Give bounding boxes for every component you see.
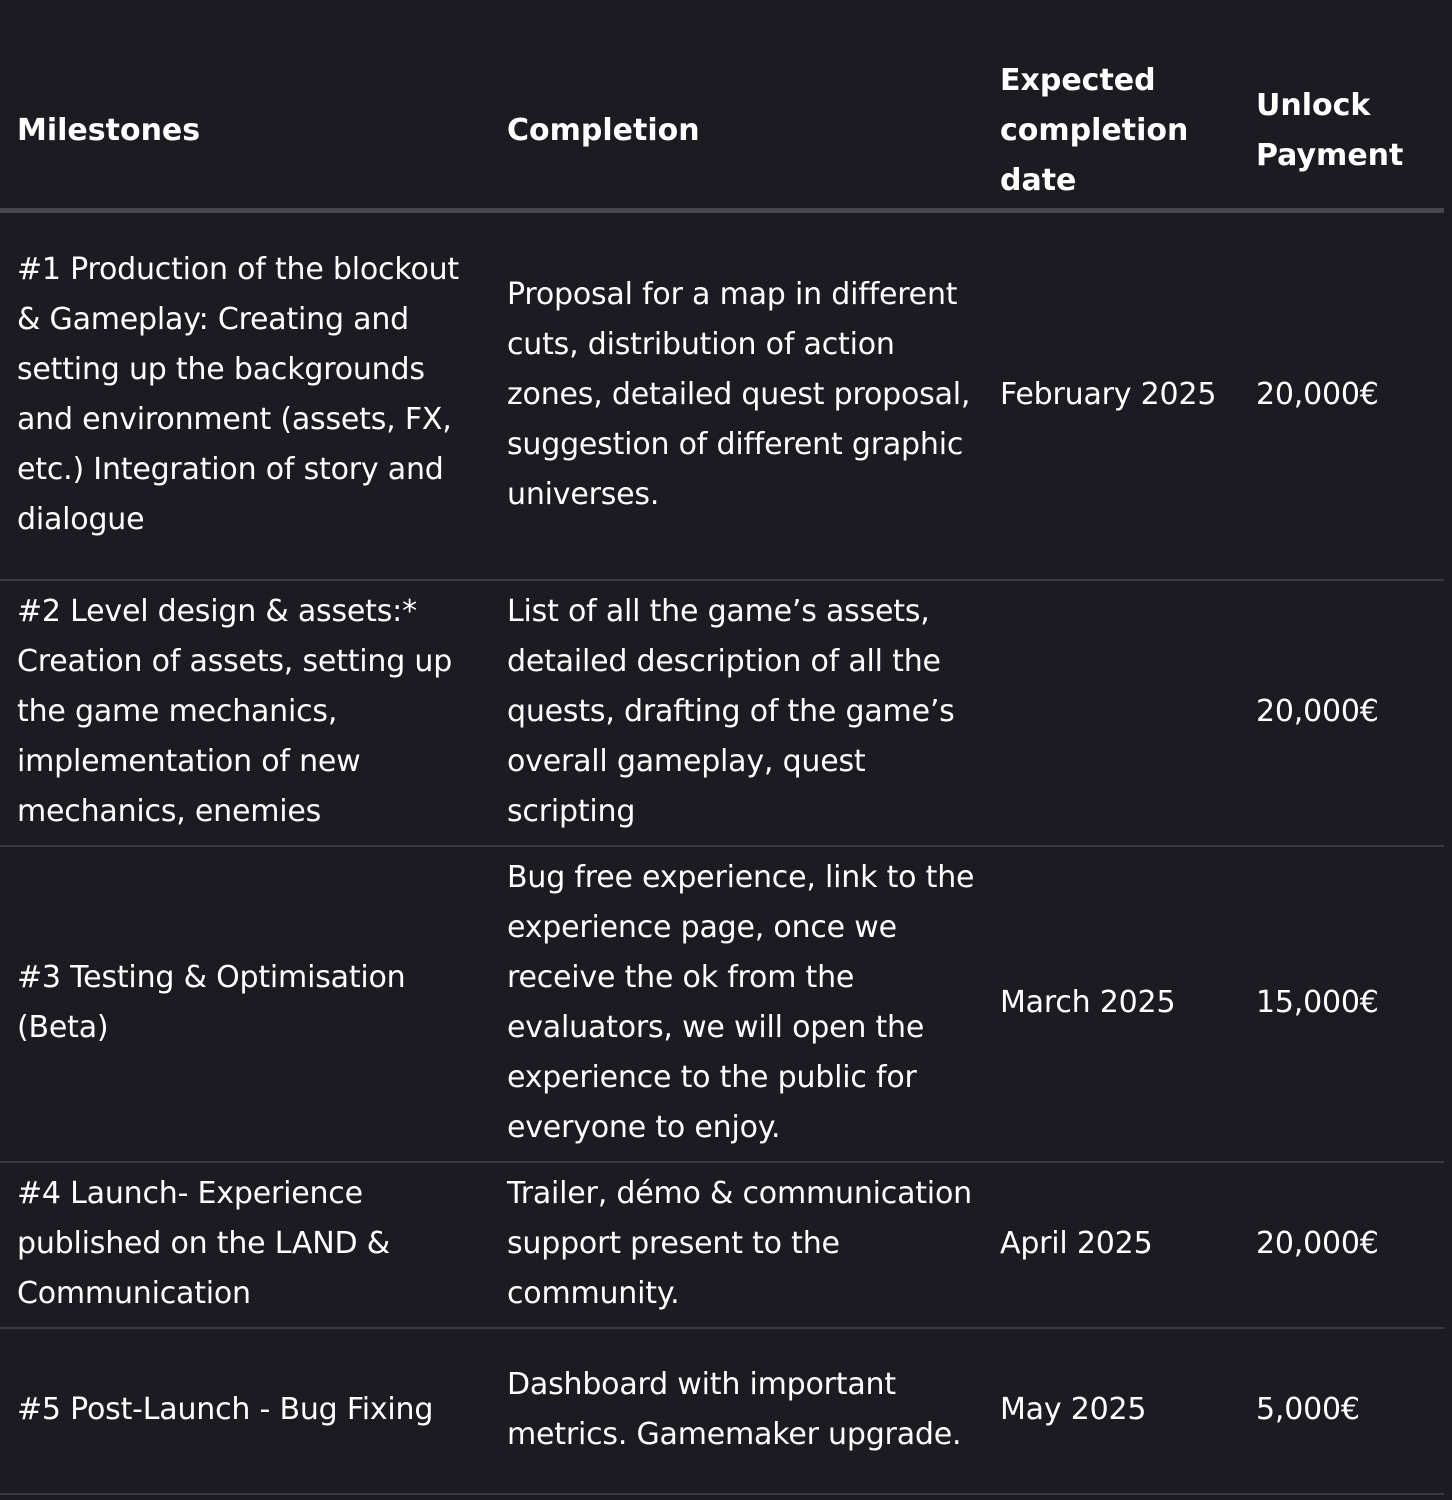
completion-cell: Bug free experience, link to the experience page, once we receive the ok from the evaluators, we will open the experience to the public for everyone to enjoy. bbox=[490, 846, 983, 1162]
milestone-cell: #2 Level design & assets:* Creation of assets, setting up the game mechanics, implementation of new mechanics, enemies bbox=[0, 580, 490, 846]
date-cell bbox=[983, 580, 1239, 846]
date-cell: April 2025 bbox=[983, 1162, 1239, 1328]
milestone-cell: #4 Launch- Experience published on the LAND & Communication bbox=[0, 1162, 490, 1328]
table-row bbox=[0, 210, 1444, 580]
payment-cell: 20,000€ bbox=[1239, 1162, 1444, 1328]
milestone-cell: #1 Production of the blockout & Gameplay: Creating and setting up the backgrounds and environment (assets, FX, etc.) Integration of story and dialogue bbox=[0, 210, 490, 580]
milestones-table bbox=[0, 55, 1444, 1495]
header-milestones: Milestones bbox=[0, 55, 490, 210]
milestone-cell: #3 Testing & Optimisation (Beta) bbox=[0, 846, 490, 1162]
completion-cell: Dashboard with important metrics. Gamemaker upgrade. bbox=[490, 1328, 983, 1494]
table-header bbox=[0, 55, 1444, 210]
date-cell: May 2025 bbox=[983, 1328, 1239, 1494]
completion-cell: List of all the game’s assets, detailed description of all the quests, drafting of the game’s overall gameplay, quest scripting bbox=[490, 580, 983, 846]
payment-cell: 20,000€ bbox=[1239, 210, 1444, 580]
payment-cell: 15,000€ bbox=[1239, 846, 1444, 1162]
payment-cell: 5,000€ bbox=[1239, 1328, 1444, 1494]
completion-cell: Proposal for a map in different cuts, distribution of action zones, detailed quest proposal, suggestion of different graphic universes. bbox=[490, 210, 983, 580]
completion-cell: Trailer, démo & communication support present to the community. bbox=[490, 1162, 983, 1328]
payment-cell: 20,000€ bbox=[1239, 580, 1444, 846]
table-body bbox=[0, 210, 1444, 1494]
milestone-cell: #5 Post-Launch - Bug Fixing bbox=[0, 1328, 490, 1494]
date-cell: February 2025 bbox=[983, 210, 1239, 580]
table-row bbox=[0, 580, 1444, 846]
header-completion: Completion bbox=[490, 55, 983, 210]
header-expected-date: Expected completion date bbox=[983, 55, 1239, 210]
header-unlock-payment: Unlock Payment bbox=[1239, 55, 1444, 210]
date-cell: March 2025 bbox=[983, 846, 1239, 1162]
table-row bbox=[0, 846, 1444, 1162]
table-row bbox=[0, 1328, 1444, 1494]
table-row bbox=[0, 1162, 1444, 1328]
header-row bbox=[0, 55, 1444, 210]
